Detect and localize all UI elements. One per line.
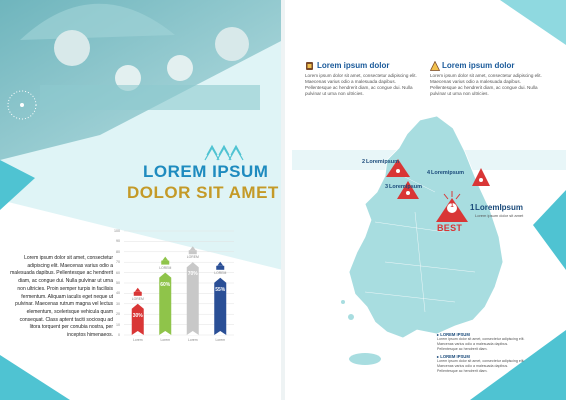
bar-value-label: 55%: [215, 286, 226, 293]
bar-value-label: 30%: [132, 312, 143, 319]
page-fold: [281, 0, 285, 400]
best-rank-label: 1: [470, 203, 475, 212]
grass-strip: [40, 85, 260, 110]
legend-2: [437, 354, 547, 373]
bar-tag-label: LOREM: [214, 270, 227, 275]
marker-3-rank: 3: [385, 184, 389, 190]
bar-value-label: 70%: [187, 271, 198, 278]
bar-value-label: 60%: [160, 281, 171, 288]
child-head-2: [167, 55, 193, 81]
island-1: [348, 314, 354, 320]
best-tag: BEST: [437, 223, 463, 233]
warning-triangle-icon: [430, 61, 440, 71]
lantern-icon: [305, 61, 314, 71]
y-tick-label: 30: [116, 301, 120, 306]
marker-2-label: Loremipsum: [366, 159, 400, 165]
legend-1-line-3: Pellentesque ac hendrerit diam.: [437, 346, 488, 351]
y-tick-label: 60: [116, 270, 120, 275]
jeju-island: [349, 353, 381, 365]
right-corner-top: [500, 0, 566, 45]
marker-4-label: Loremipsum: [431, 170, 465, 176]
y-tick-label: 100: [114, 229, 120, 233]
bar-tag-label: LOREM: [186, 255, 199, 260]
legend-1-title: ▸ LOREM IPSUM: [437, 332, 470, 337]
y-tick-label: 90: [116, 239, 120, 244]
legend-2-title: ▸ LOREM IPSUM: [437, 354, 470, 359]
legend-2-line-3: Pellentesque ac hendrerit diam.: [437, 368, 488, 373]
legend-1: [437, 332, 547, 351]
best-subtext: Lorem ipsum dolor sit amet: [475, 213, 524, 218]
legend-2-line-1: Lorem ipsum dolor sit amet, consectetur adipiscing elit.: [437, 359, 525, 363]
y-tick-label: 40: [116, 291, 120, 296]
marker-3-label: Loremipsum: [389, 184, 423, 190]
marker-4-graphic: [471, 167, 491, 187]
legend-2-title-text: LOREM IPSUM: [440, 354, 470, 359]
x-category-label: Lorem: [215, 338, 226, 342]
legend-2-line-2: Maecenas varius odio a malesuada dapibus.: [437, 363, 509, 368]
x-category-label: Lorem: [132, 338, 143, 342]
bar-tag-label: LOREM: [159, 265, 172, 270]
best-label: LoremIpsum: [475, 203, 524, 212]
marker-4-rank: 4: [427, 170, 431, 176]
info-2-text: Lorem ipsum dolor sit amet, consectetur adipiscing elit. Maecenas varius odio a malesuada dapibus. Pellentesque ac hendrerit diam, ac congue dui. Nulla pulvinar ut urna non ultricies.: [430, 73, 542, 96]
pine-trees-icon: [203, 144, 245, 164]
x-category-label: Lorem: [160, 338, 171, 342]
right-mid-triangle: [533, 190, 566, 270]
info-1-heading: Lorem ipsum dolor: [317, 61, 390, 70]
y-tick-label: 70: [116, 260, 120, 265]
body-paragraph: Lorem ipsum dolor sit amet, consectetur adipiscing elit. Maecenas varius odio a malesuada dapibus. Pellentesque ac hendrerit diam, ac congue dui. Nulla pulvinar ut urna non ultricies. Proin semper turpis in facilisis fermentum. Aliquam iaculis eget neque ut pulvinar. Maecenas rutrum magna vel lectus elementum, scelerisque vehicula quam consequat. Class aptent taciti sociosqu ad litora torquent per conubia nostra, per inceptos himenaeos.: [10, 255, 113, 339]
marker-3-graphic: [385, 180, 421, 200]
y-tick-label: 80: [116, 249, 120, 254]
mainland-shape: [349, 116, 503, 338]
best-rank: 1: [450, 203, 454, 209]
info-2-heading: Lorem ipsum dolor: [442, 61, 515, 70]
title-line-1: LOREM IPSUM: [143, 162, 269, 181]
title-line-2: DOLOR SIT AMET: [127, 183, 279, 202]
legend-1-line-1: Lorem ipsum dolor sit amet, consectetur adipiscing elit.: [437, 337, 525, 341]
island-2: [341, 300, 345, 304]
x-category-label: Lorem: [187, 338, 198, 342]
y-tick-label: 20: [116, 312, 120, 317]
y-tick-label: 10: [116, 322, 120, 327]
info-1-text: Lorem ipsum dolor sit amet, consectetur adipiscing elit. Maecenas varius odio a malesuada dapibus. Pellentesque ac hendrerit diam, ac congue dui. Nulla pulvinar ut urna non ultricies.: [305, 73, 417, 96]
father-head: [54, 30, 90, 66]
bar-tag-label: LOREM: [131, 296, 144, 301]
chart-labels: [118, 225, 240, 355]
marker-2-rank: 2: [362, 159, 366, 165]
legend-1-title-text: LOREM IPSUM: [440, 332, 470, 337]
y-tick-label: 0: [118, 333, 120, 337]
legend-1-line-2: Maecenas varius odio a malesuada dapibus.: [437, 341, 509, 346]
left-triangle-bottom: [0, 355, 70, 400]
mother-head: [215, 27, 249, 61]
y-tick-label: 50: [116, 281, 120, 285]
